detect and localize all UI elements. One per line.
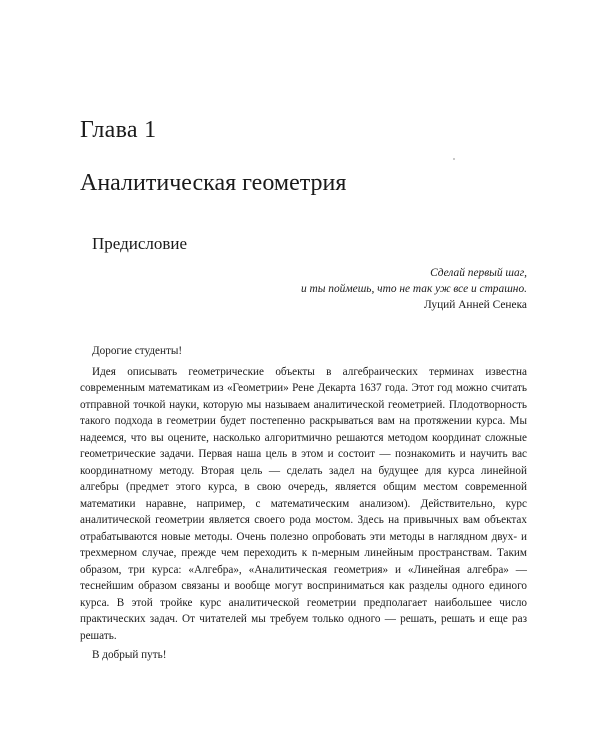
chapter-label: Глава 1 [80,117,157,143]
epigraph-line-2: и ты поймешь, что не так уж все и страшно. [300,283,527,295]
epigraph-author: Луций Анней Сенека [423,299,527,311]
chapter-title: Аналитическая геометрия [80,170,347,196]
scan-speck [453,158,455,160]
closing-paragraph: В добрый путь! [92,649,167,661]
greeting-paragraph: Дорогие студенты! [92,345,183,357]
section-title: Предисловие [92,234,188,253]
epigraph [197,265,527,313]
main-paragraph: Идея описывать геометрические объекты в алгебраических терминах известна современным математикам из «Геометрии» Рене Декарта 1637 года. Этот год можно считать отправной точкой науки, которую мы называем аналитической геометрией. Плодотворность такого подхода в геометрии будет постепенно раскрываться вам на протяжении курса. Мы надеемся, что вы оцените, насколько алгоритмично решаются методом координат сложные геометрические задачи. Первая наша цель в этом и состоит — познакомить и научить вас координатному методу. Вторая цель — сделать задел на будущее для курса линейной алгебры (предмет этого курса, в свою очередь, является общим местом современной математики наравне, например, с математическим анализом). Действительно, курс аналитической геометрии является своего рода мостом. Здесь на привычных вам объектах отрабатываются новые методы. Очень полезно опробовать эти методы в наглядном двух- и трехмерном случае, прежде чем переходить к n-мерным линейным пространствам. Таким образом, три курса: «Алгебра», «Аналитическая геометрия» и «Линейная алгебра» — теснейшим образом связаны и вообще могут восприниматься как разделы одного единого курса. В этой тройке курс аналитической геометрии предполагает наибольшее число практических задач. От читателей мы требуем только одного — решать, решать и еще раз решать. [80,365,527,642]
preface-body [80,343,527,668]
epigraph-line-1: Сделай первый шаг, [430,267,527,279]
